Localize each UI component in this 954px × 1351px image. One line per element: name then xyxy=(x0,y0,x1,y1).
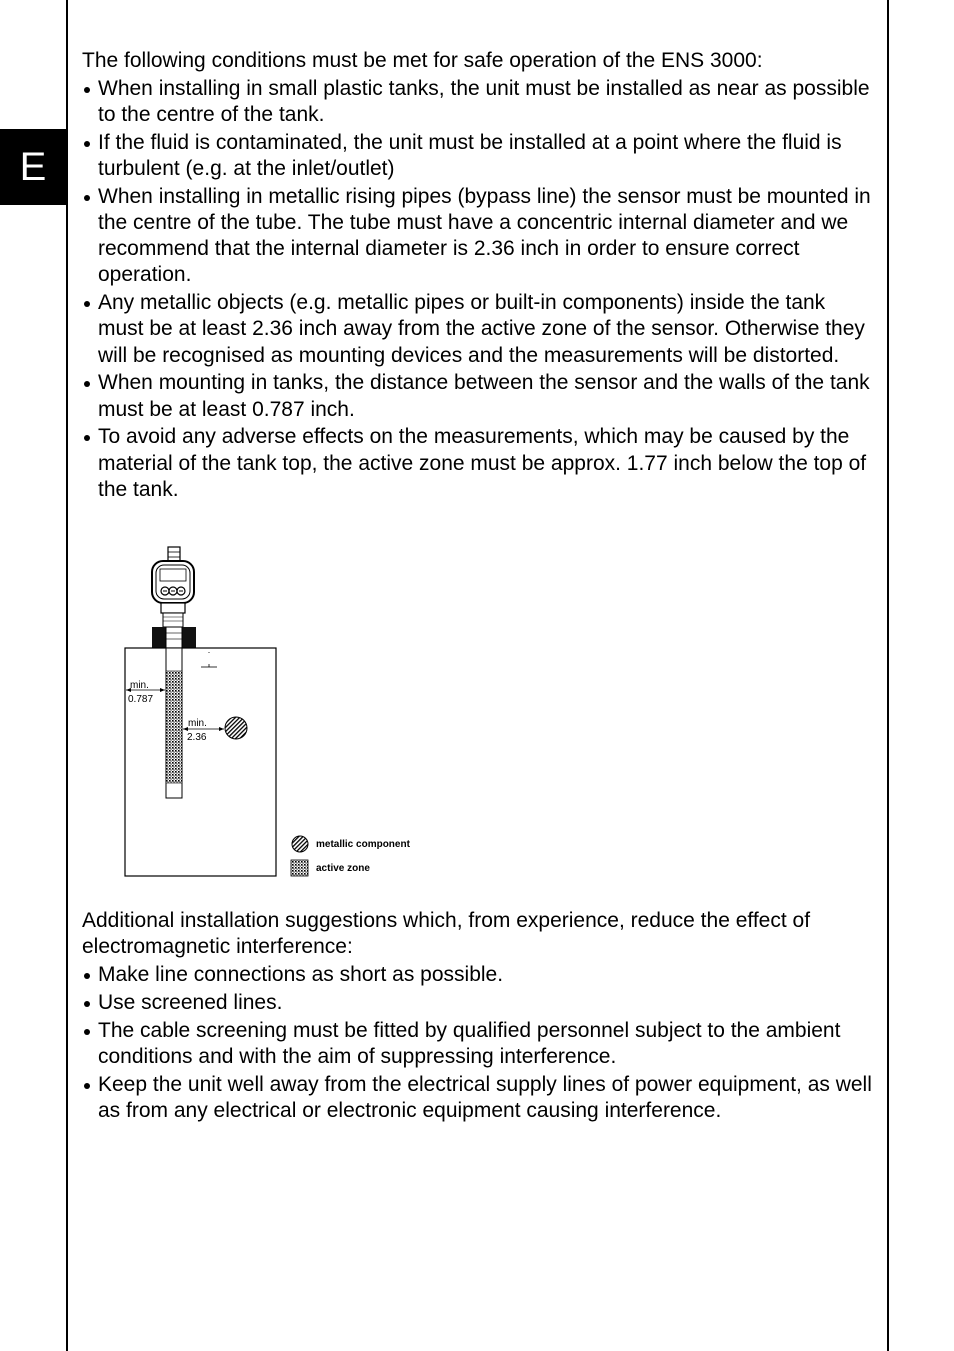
list-item: The cable screening must be fitted by qualified personnel subject to the ambient conditions and with the aim of suppressing interference. xyxy=(82,1018,872,1070)
emi-suggestions-section xyxy=(82,908,872,1124)
right-margin-rule xyxy=(887,0,889,1351)
list-item: When installing in small plastic tanks, the unit must be installed as near as possible to the centre of the tank. xyxy=(82,76,872,128)
safety-conditions-list xyxy=(82,76,872,503)
wall-min-label: min. xyxy=(130,680,149,691)
sensor-head xyxy=(152,547,194,627)
language-tab: E xyxy=(0,129,66,205)
list-item: If the fluid is contaminated, the unit must be installed at a point where the fluid is turbulent (e.g. at the inlet/outlet) xyxy=(82,130,872,182)
metal-min-label: min. xyxy=(188,718,207,729)
legend-active-label: active zone xyxy=(316,863,370,874)
left-margin-rule xyxy=(66,0,68,1351)
metal-distance-dimension xyxy=(183,718,224,743)
sensor-probe xyxy=(166,648,182,798)
metallic-component xyxy=(225,717,247,739)
installation-diagram-svg xyxy=(115,540,435,885)
installation-diagram xyxy=(115,540,435,885)
wall-min-value: 0.787 xyxy=(128,694,154,705)
legend-active-swatch xyxy=(291,860,308,876)
active-zone xyxy=(166,671,182,783)
emi-intro: Additional installation suggestions which, from experience, reduce the effect of electromagnetic interference: xyxy=(82,909,811,959)
wall-distance-dimension xyxy=(126,680,165,705)
safety-intro: The following conditions must be met for safe operation of the ENS 3000: xyxy=(82,49,763,72)
metal-min-value: 2.36 xyxy=(187,732,207,743)
list-item: Make line connections as short as possible. xyxy=(82,962,872,988)
list-item: Keep the unit well away from the electrical supply lines of power equipment, as well as from any electrical or electronic equipment causing interference. xyxy=(82,1072,872,1124)
legend-metallic-swatch xyxy=(292,836,308,852)
mounting-flange xyxy=(152,627,196,648)
list-item: Use screened lines. xyxy=(82,990,872,1016)
legend xyxy=(291,836,411,876)
list-item: Any metallic objects (e.g. metallic pipes or built-in components) inside the tank must be at least 2.36 inch away from the active zone of the sensor. Otherwise they will be recognised as mounting devices and the measurements will be distorted. xyxy=(82,290,872,369)
legend-metallic-label: metallic component xyxy=(316,839,410,850)
safety-conditions-section xyxy=(82,48,872,503)
emi-suggestions-list xyxy=(82,962,872,1124)
list-item: To avoid any adverse effects on the measurements, which may be caused by the material of the tank top, the active zone must be approx. 1.77 inch below the top of the tank. xyxy=(82,424,872,503)
list-item: When installing in metallic rising pipes (bypass line) the sensor must be mounted in the centre of the tube. The tube must have a concentric internal diameter and we recommend that the internal diameter is 2.36 inch in order to ensure correct operation. xyxy=(82,184,872,289)
list-item: When mounting in tanks, the distance between the sensor and the walls of the tank must be at least 0.787 inch. xyxy=(82,370,872,422)
